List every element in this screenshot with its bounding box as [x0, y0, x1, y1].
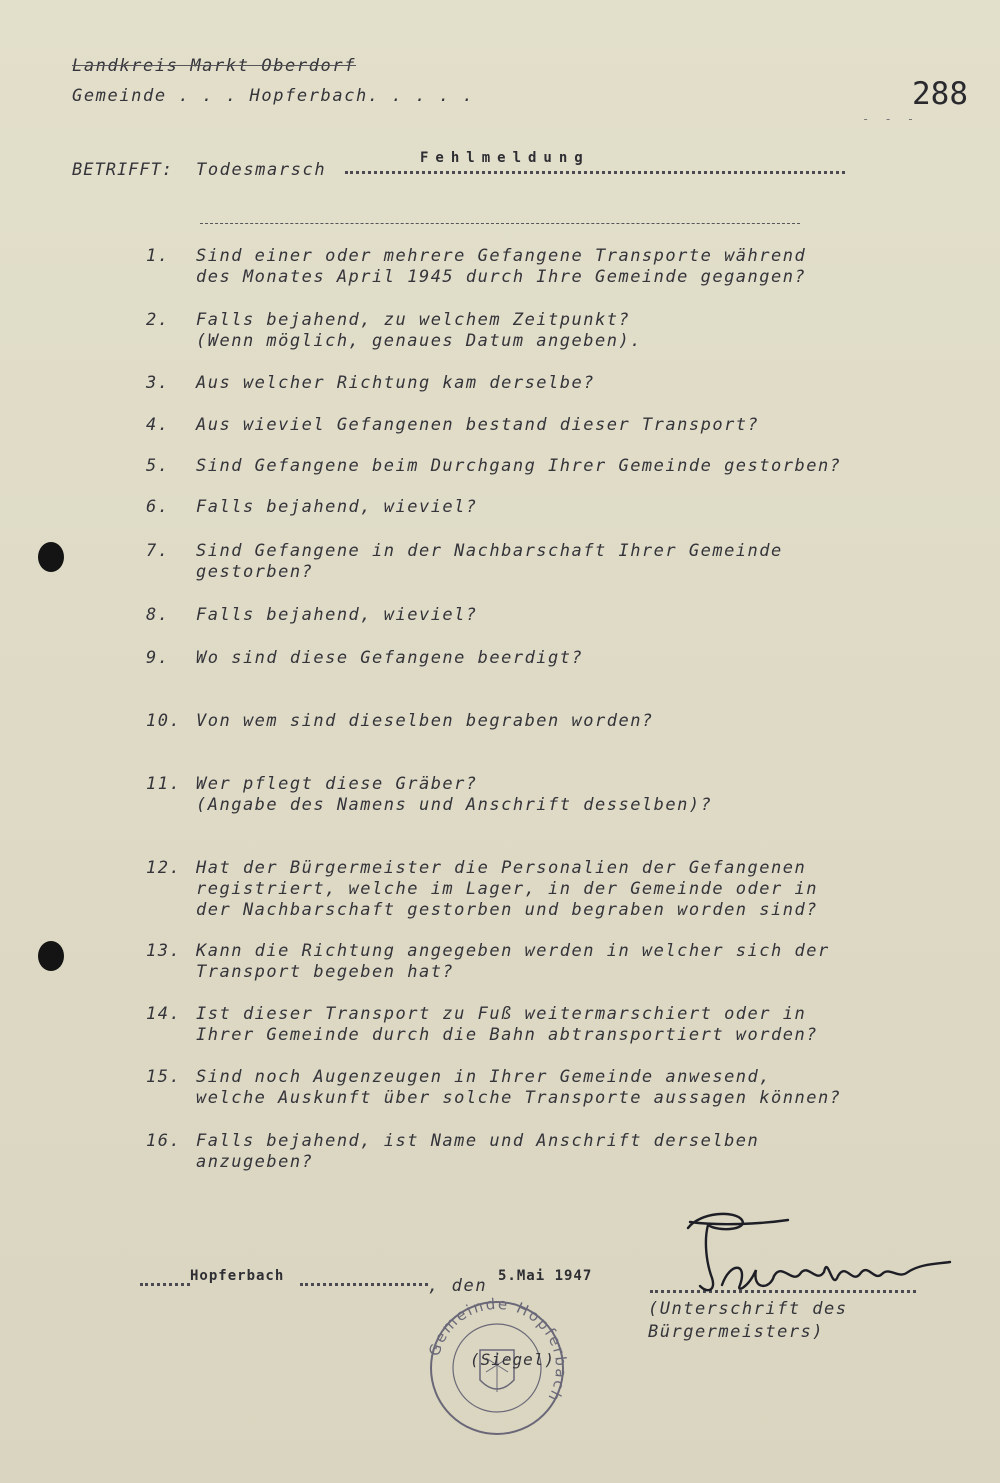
- question-text: Hat der Bürgermeister die Personalien der Gefangenen registriert, welche im Lager, in der Gemeinde oder in der Nachbarschaft gestorben und begraben worden sind?: [196, 858, 818, 920]
- stamp-text: Gemeinde Hopferbach: [425, 1294, 571, 1406]
- question-number: 2.: [146, 310, 170, 330]
- question-number: 12.: [146, 858, 182, 878]
- district-line: Landkreis Markt Oberdorf: [72, 56, 357, 76]
- question-number: 8.: [146, 605, 170, 625]
- signature-caption: (Unterschrift des Bürgermeisters): [648, 1299, 848, 1342]
- seal-label: (Siegel): [470, 1350, 556, 1369]
- margin-dash-mark: - - -: [862, 112, 919, 126]
- question-number: 6.: [146, 497, 170, 517]
- question-text: Sind einer oder mehrere Gefangene Transporte während des Monates April 1945 durch Ihre Gemeinde gegangen?: [196, 246, 807, 287]
- question-text: Wo sind diese Gefangene beerdigt?: [196, 648, 584, 668]
- question-number: 4.: [146, 415, 170, 435]
- municipality-line: Gemeinde . . . Hopferbach. . . . .: [72, 86, 475, 106]
- question-number: 16.: [146, 1131, 182, 1151]
- question-number: 7.: [146, 541, 170, 561]
- place-name: Hopferbach: [190, 1268, 285, 1284]
- date-connector: , den: [428, 1276, 488, 1296]
- question-text: Falls bejahend, zu welchem Zeitpunkt? (Wenn möglich, genaues Datum angeben).: [196, 310, 642, 351]
- subject-status-fehlmeldung: Fehlmeldung: [420, 150, 590, 166]
- question-number: 11.: [146, 774, 182, 794]
- page-number: 288: [912, 76, 968, 112]
- question-number: 9.: [146, 648, 170, 668]
- question-text: Wer pflegt diese Gräber? (Angabe des Namens und Anschrift desselben)?: [196, 774, 713, 815]
- question-text: Sind Gefangene beim Durchgang Ihrer Gemeinde gestorben?: [196, 456, 842, 476]
- question-text: Sind noch Augenzeugen in Ihrer Gemeinde anwesend, welche Auskunft über solche Transporte aussagen können?: [196, 1067, 842, 1108]
- question-text: Falls bejahend, wieviel?: [196, 605, 478, 625]
- question-text: Von wem sind dieselben begraben worden?: [196, 711, 654, 731]
- question-number: 14.: [146, 1004, 182, 1024]
- question-text: Ist dieser Transport zu Fuß weitermarschiert oder in Ihrer Gemeinde durch die Bahn abtransportiert worden?: [196, 1004, 818, 1045]
- question-number: 3.: [146, 373, 170, 393]
- subject-label: BETRIFFT:: [72, 160, 174, 180]
- question-text: Sind Gefangene in der Nachbarschaft Ihrer Gemeinde gestorben?: [196, 541, 783, 582]
- question-number: 5.: [146, 456, 170, 476]
- question-number: 10.: [146, 711, 182, 731]
- question-number: 13.: [146, 941, 182, 961]
- mayor-signature: [688, 1214, 950, 1290]
- question-text: Aus wieviel Gefangenen bestand dieser Transport?: [196, 415, 760, 435]
- question-number: 1.: [146, 246, 170, 266]
- subject-value: Todesmarsch: [196, 160, 327, 180]
- question-number: 15.: [146, 1067, 182, 1087]
- question-text: Falls bejahend, ist Name und Anschrift derselben anzugeben?: [196, 1131, 760, 1172]
- document-date: 5.Mai 1947: [498, 1268, 593, 1284]
- question-text: Aus welcher Richtung kam derselbe?: [196, 373, 595, 393]
- question-text: Falls bejahend, wieviel?: [196, 497, 478, 517]
- question-text: Kann die Richtung angegeben werden in welcher sich der Transport begeben hat?: [196, 941, 830, 982]
